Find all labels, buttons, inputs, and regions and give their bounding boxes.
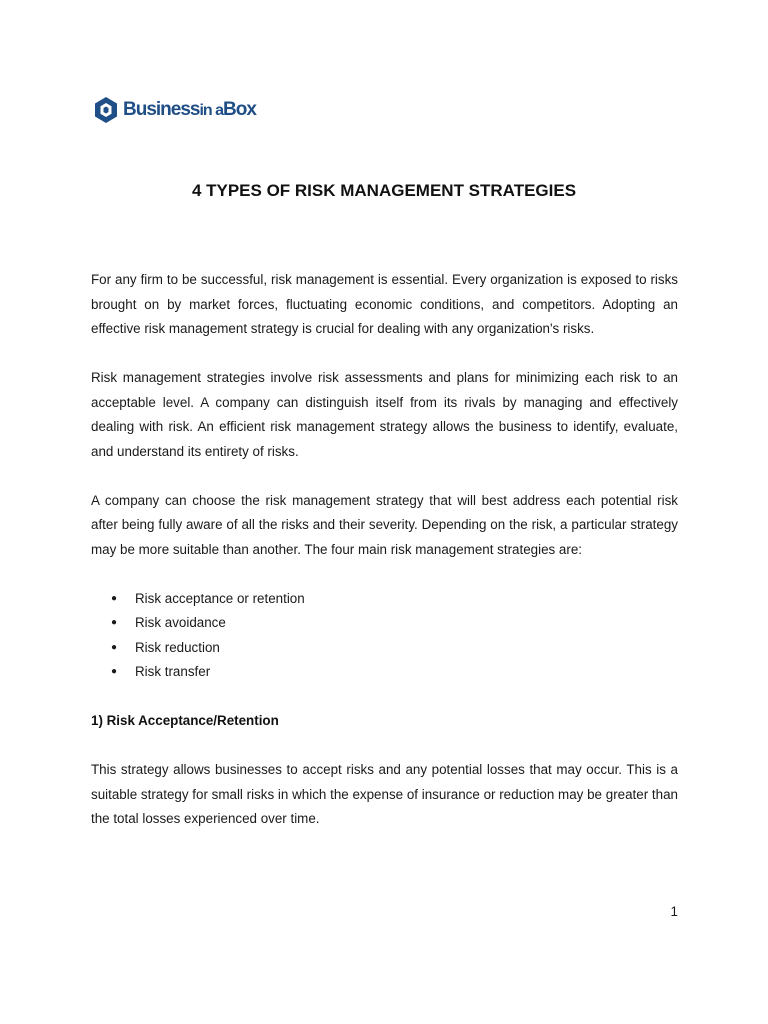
list-item-text: Risk transfer: [135, 664, 211, 679]
document-body: [91, 268, 678, 856]
list-item: [91, 587, 678, 612]
list-item: [91, 611, 678, 636]
intro-paragraph: For any firm to be successful, risk management is essential. Every organization is exposed to risks brought on by market forces, fluctuating economic conditions, and competitors. Adopting an effective risk management strategy is crucial for dealing with any organization's risks.: [91, 272, 678, 336]
choice-paragraph: A company can choose the risk management strategy that will best address each potential risk after being fully aware of all the risks and their severity. Depending on the risk, a particular strategy may be more suitable than another. The four main risk management strategies are:: [91, 492, 678, 557]
strategy-list: [91, 587, 678, 685]
bullet-icon: ●: [111, 592, 118, 604]
list-item: [91, 636, 678, 661]
bullet-icon: ●: [111, 641, 118, 653]
bullet-icon: ●: [111, 617, 118, 628]
list-item-text: Risk acceptance or retention: [135, 590, 305, 606]
logo-word-box: Box: [223, 99, 256, 120]
document-title: 4 TYPES OF RISK MANAGEMENT STRATEGIES: [191, 181, 577, 200]
list-item-text: Risk reduction: [135, 639, 220, 655]
logo-wordmark: [123, 99, 256, 121]
section-heading: 1) Risk Acceptance/Retention: [91, 713, 279, 728]
bullet-icon: ●: [111, 666, 118, 677]
hexagon-logo-icon: [94, 96, 118, 124]
strategies-paragraph: Risk management strategies involve risk assessments and plans for minimizing each risk to an acceptable level. A company can distinguish itself from its rivals by managing and effectively dealing with risk. An efficient risk management strategy allows the business to identify, evaluate, and understand its entirety of risks.: [91, 370, 678, 459]
section-paragraph: This strategy allows businesses to accept risks and any potential losses that may occur. This is a suitable strategy for small risks in which the expense of insurance or reduction may be greater than the total losses experienced over time.: [91, 762, 678, 826]
logo-word-business: Business: [123, 99, 200, 120]
list-item-text: Risk avoidance: [135, 615, 226, 630]
page-number: 1: [670, 904, 678, 919]
company-logo: [94, 94, 256, 126]
list-item: [91, 660, 678, 685]
logo-word-in-a: in a: [199, 102, 224, 119]
